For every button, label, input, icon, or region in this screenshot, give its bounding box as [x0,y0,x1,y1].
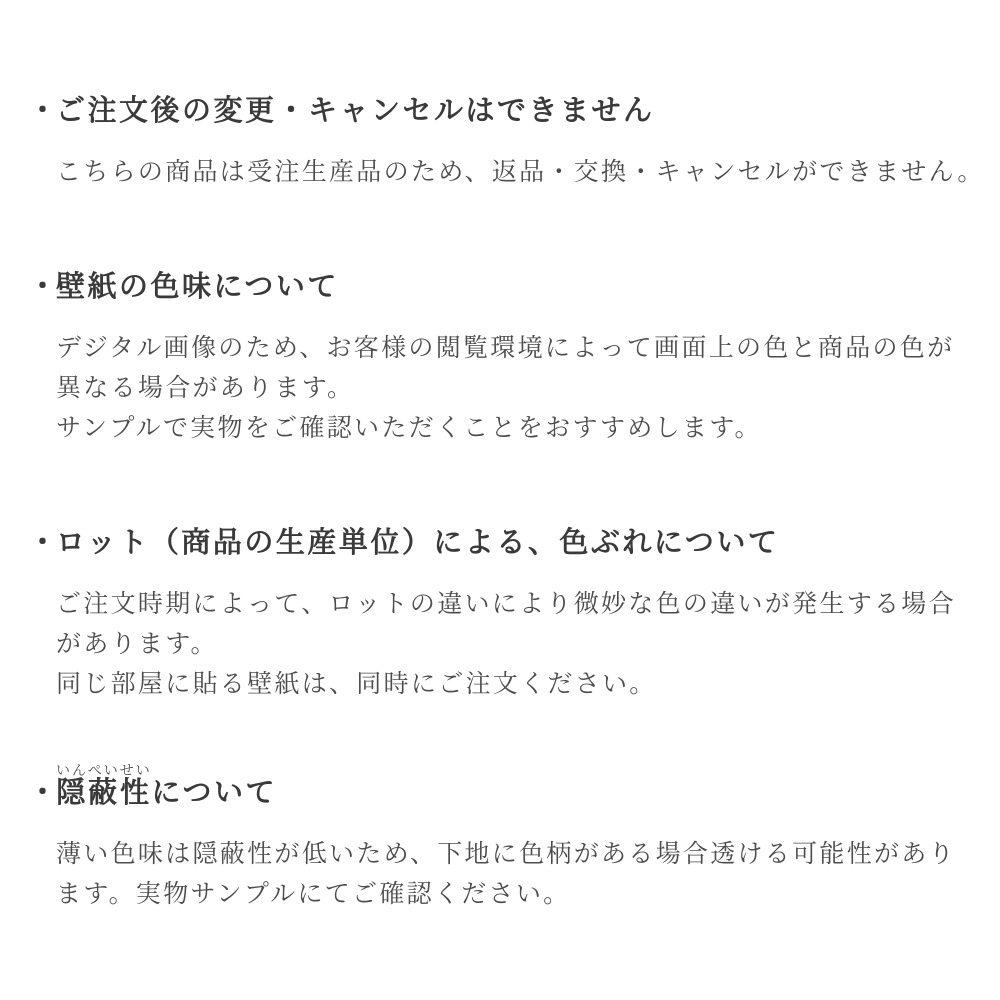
section-heading [28,92,980,130]
section-body [56,834,980,914]
section-cancel-policy [28,92,985,192]
section-heading-text [56,762,277,809]
section-opacity [28,762,980,914]
body-line: 同じ部屋に貼る壁紙は、同時にご注文ください。 [56,670,657,698]
bullet-icon: ・ [28,527,60,559]
section-heading [28,268,980,306]
section-heading [28,524,980,562]
body-line: こちらの商品は受注生産品のため、返品・交換・キャンセルができません。 [56,158,985,186]
section-heading-text: 壁紙の色味について [56,271,339,303]
furigana-text: いんぺいせい [56,762,152,778]
section-body [56,584,980,704]
body-line: デジタル画像のため、お客様の閲覧環境によって画面上の色と商品の色が [56,334,955,362]
body-line: サンプルで実物をご確認いただくことをおすすめします。 [56,414,762,442]
section-heading-rest: について [151,777,277,809]
body-line: 薄い色味は隠蔽性が低いため、下地に色柄がある場合透ける可能性があり [56,840,956,868]
body-line: ご注文時期によって、ロットの違いにより微妙な色の違いが発生する場合 [56,590,956,618]
bullet-icon: ・ [28,271,60,303]
section-body [56,152,985,192]
section-body [56,328,980,448]
bullet-icon: ・ [28,777,60,809]
section-heading-text: ロット（商品の生産単位）による、色ぶれについて [56,527,780,559]
section-color-tone [28,268,980,448]
section-heading-text: ご注文後の変更・キャンセルはできません [56,95,655,127]
ruby-annotation [56,762,152,809]
body-line: があります。 [56,630,218,658]
body-line: 異なる場合があります。 [56,374,355,402]
ruby-base-text: 隠蔽性 [56,777,152,809]
body-line: ます。実物サンプルにてご確認ください。 [56,880,571,908]
section-lot-variation [28,524,980,704]
bullet-icon: ・ [28,95,60,127]
section-heading [28,762,980,812]
